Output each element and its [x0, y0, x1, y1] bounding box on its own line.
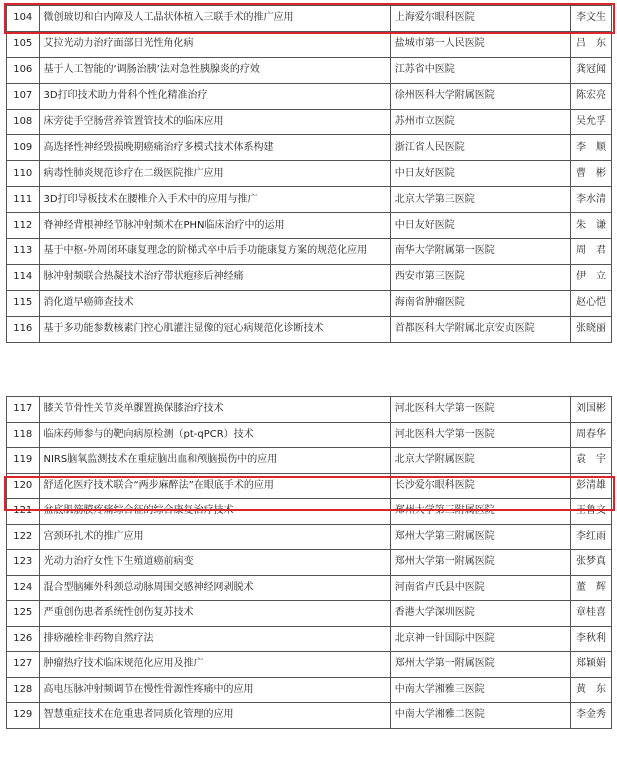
- row-number-cell: 121: [7, 499, 40, 525]
- table-row: [7, 626, 612, 652]
- table-row: [7, 422, 612, 448]
- hospital-cell: 浙江省人民医院: [390, 135, 570, 161]
- person-cell: 张晓丽: [571, 316, 612, 342]
- person-cell: 吴允孚: [571, 109, 612, 135]
- row-number-cell: 123: [7, 550, 40, 576]
- table-row: [7, 239, 612, 265]
- hospital-cell: 北京大学附属医院: [390, 448, 570, 474]
- project-title-cell: 脊神经背根神经节脉冲射频术在PHN临床治疗中的运用: [39, 213, 390, 239]
- project-table-top: [6, 5, 612, 343]
- project-table-bottom: [6, 396, 612, 729]
- row-number-cell: 124: [7, 575, 40, 601]
- row-number-cell: 117: [7, 397, 40, 423]
- row-number-cell: 112: [7, 213, 40, 239]
- row-number-cell: 115: [7, 290, 40, 316]
- table-row: [7, 550, 612, 576]
- hospital-cell: 海南省肿瘤医院: [390, 290, 570, 316]
- table-row: [7, 161, 612, 187]
- project-title-cell: 床旁徒手空肠营养管置管技术的临床应用: [39, 109, 390, 135]
- hospital-cell: 北京神一针国际中医院: [390, 626, 570, 652]
- person-cell: 陈宏亮: [571, 83, 612, 109]
- row-number-cell: 108: [7, 109, 40, 135]
- row-number-cell: 106: [7, 57, 40, 83]
- project-title-cell: 3D打印技术助力骨科个性化精准治疗: [39, 83, 390, 109]
- person-cell: 郑颖娟: [571, 652, 612, 678]
- row-number-cell: 109: [7, 135, 40, 161]
- person-cell: 彭清雄: [571, 473, 612, 499]
- table-row: [7, 135, 612, 161]
- project-title-cell: 基于人工智能的‘调肠治胰’法对急性胰腺炎的疗效: [39, 57, 390, 83]
- row-number-cell: 120: [7, 473, 40, 499]
- project-title-cell: 高电压脉冲射频调节在慢性骨源性疼痛中的应用: [39, 677, 390, 703]
- project-title-cell: 智慧重症技术在危重患者同质化管理的应用: [39, 703, 390, 729]
- table-row: [7, 601, 612, 627]
- person-cell: 李水清: [571, 187, 612, 213]
- project-title-cell: 盆底肌筋膜疼痛综合征的综合康复治疗技术: [39, 499, 390, 525]
- hospital-cell: 河北医科大学第一医院: [390, 397, 570, 423]
- person-cell: 董 辉: [571, 575, 612, 601]
- row-number-cell: 116: [7, 316, 40, 342]
- table-row: [7, 57, 612, 83]
- row-number-cell: 119: [7, 448, 40, 474]
- project-title-cell: 艾拉光动力治疗面部日光性角化病: [39, 31, 390, 57]
- person-cell: 王鲁文: [571, 499, 612, 525]
- table-row: [7, 290, 612, 316]
- table-row: [7, 524, 612, 550]
- person-cell: 李秋利: [571, 626, 612, 652]
- project-title-cell: 宫颈环扎术的推广应用: [39, 524, 390, 550]
- project-title-cell: 消化道早癌筛查技术: [39, 290, 390, 316]
- hospital-cell: 郑州大学第一附属医院: [390, 652, 570, 678]
- table-row: [7, 6, 612, 32]
- project-title-cell: 微创玻切和白内障及人工晶状体植入三联手术的推广应用: [39, 6, 390, 32]
- table-row: [7, 473, 612, 499]
- hospital-cell: 郑州大学第三附属医院: [390, 499, 570, 525]
- hospital-cell: 河南省卢氏县中医院: [390, 575, 570, 601]
- table-row: [7, 677, 612, 703]
- person-cell: 张梦真: [571, 550, 612, 576]
- hospital-cell: 首都医科大学附属北京安贞医院: [390, 316, 570, 342]
- row-number-cell: 129: [7, 703, 40, 729]
- person-cell: 周春华: [571, 422, 612, 448]
- hospital-cell: 河北医科大学第一医院: [390, 422, 570, 448]
- row-number-cell: 127: [7, 652, 40, 678]
- project-title-cell: 高选择性神经毁损晚期癌痛治疗多模式技术体系构建: [39, 135, 390, 161]
- person-cell: 李红雨: [571, 524, 612, 550]
- hospital-cell: 中日友好医院: [390, 161, 570, 187]
- hospital-cell: 南华大学附属第一医院: [390, 239, 570, 265]
- person-cell: 李 顺: [571, 135, 612, 161]
- table-body-top: [7, 6, 612, 343]
- project-title-cell: 排痧融栓非药物自然疗法: [39, 626, 390, 652]
- table-row: [7, 316, 612, 342]
- project-title-cell: 病毒性肺炎规范诊疗在二级医院推广应用: [39, 161, 390, 187]
- row-number-cell: 113: [7, 239, 40, 265]
- table-row: [7, 31, 612, 57]
- table-row: [7, 109, 612, 135]
- row-number-cell: 105: [7, 31, 40, 57]
- hospital-cell: 郑州大学第三附属医院: [390, 524, 570, 550]
- row-number-cell: 122: [7, 524, 40, 550]
- project-title-cell: 光动力治疗女性下生殖道癌前病变: [39, 550, 390, 576]
- hospital-cell: 中南大学湘雅二医院: [390, 703, 570, 729]
- row-number-cell: 111: [7, 187, 40, 213]
- table-body-bottom: [7, 397, 612, 729]
- hospital-cell: 中日友好医院: [390, 213, 570, 239]
- table-row: [7, 575, 612, 601]
- table-row: [7, 448, 612, 474]
- row-number-cell: 118: [7, 422, 40, 448]
- project-title-cell: 脉冲射频联合热凝技术治疗带状疱疹后神经痛: [39, 264, 390, 290]
- hospital-cell: 江苏省中医院: [390, 57, 570, 83]
- row-number-cell: 104: [7, 6, 40, 32]
- hospital-cell: 西安市第三医院: [390, 264, 570, 290]
- project-title-cell: 肿瘤热疗技术临床规范化应用及推广: [39, 652, 390, 678]
- project-title-cell: 临床药师参与的靶向病原检测（pt-qPCR）技术: [39, 422, 390, 448]
- row-number-cell: 110: [7, 161, 40, 187]
- hospital-cell: 中南大学湘雅三医院: [390, 677, 570, 703]
- person-cell: 李金秀: [571, 703, 612, 729]
- row-number-cell: 125: [7, 601, 40, 627]
- table-row: [7, 703, 612, 729]
- person-cell: 曹 彬: [571, 161, 612, 187]
- person-cell: 刘国彬: [571, 397, 612, 423]
- person-cell: 赵心恺: [571, 290, 612, 316]
- row-number-cell: 114: [7, 264, 40, 290]
- project-title-cell: 3D打印导板技术在腰椎介入手术中的应用与推广: [39, 187, 390, 213]
- table-row: [7, 264, 612, 290]
- person-cell: 黄 东: [571, 677, 612, 703]
- table-row: [7, 83, 612, 109]
- hospital-cell: 上海爱尔眼科医院: [390, 6, 570, 32]
- person-cell: 朱 谦: [571, 213, 612, 239]
- project-title-cell: 混合型脑瘫外科颈总动脉周围交感神经网剥脱术: [39, 575, 390, 601]
- project-title-cell: 严重创伤患者系统性创伤复苏技术: [39, 601, 390, 627]
- project-title-cell: 舒适化医疗技术联合“两步麻醉法”在眼底手术的应用: [39, 473, 390, 499]
- table-row: [7, 652, 612, 678]
- hospital-cell: 香港大学深圳医院: [390, 601, 570, 627]
- row-number-cell: 128: [7, 677, 40, 703]
- person-cell: 伊 立: [571, 264, 612, 290]
- project-title-cell: 膝关节骨性关节炎单髁置换保膝治疗技术: [39, 397, 390, 423]
- person-cell: 周 君: [571, 239, 612, 265]
- hospital-cell: 长沙爱尔眼科医院: [390, 473, 570, 499]
- project-title-cell: NIRS脑氧监测技术在重症脑出血和颅脑损伤中的应用: [39, 448, 390, 474]
- table-row: [7, 499, 612, 525]
- row-number-cell: 107: [7, 83, 40, 109]
- table-row: [7, 187, 612, 213]
- person-cell: 龚冠闻: [571, 57, 612, 83]
- hospital-cell: 郑州大学第一附属医院: [390, 550, 570, 576]
- hospital-cell: 北京大学第三医院: [390, 187, 570, 213]
- table-row: [7, 213, 612, 239]
- project-title-cell: 基于中枢-外周闭环康复理念的阶梯式卒中后手功能康复方案的规范化应用: [39, 239, 390, 265]
- hospital-cell: 盐城市第一人民医院: [390, 31, 570, 57]
- person-cell: 李文生: [571, 6, 612, 32]
- row-number-cell: 126: [7, 626, 40, 652]
- person-cell: 吕 东: [571, 31, 612, 57]
- table-row: [7, 397, 612, 423]
- person-cell: 章桂喜: [571, 601, 612, 627]
- hospital-cell: 徐州医科大学附属医院: [390, 83, 570, 109]
- hospital-cell: 苏州市立医院: [390, 109, 570, 135]
- project-title-cell: 基于多功能参数核素门控心肌灌注显像的冠心病规范化诊断技术: [39, 316, 390, 342]
- person-cell: 袁 宇: [571, 448, 612, 474]
